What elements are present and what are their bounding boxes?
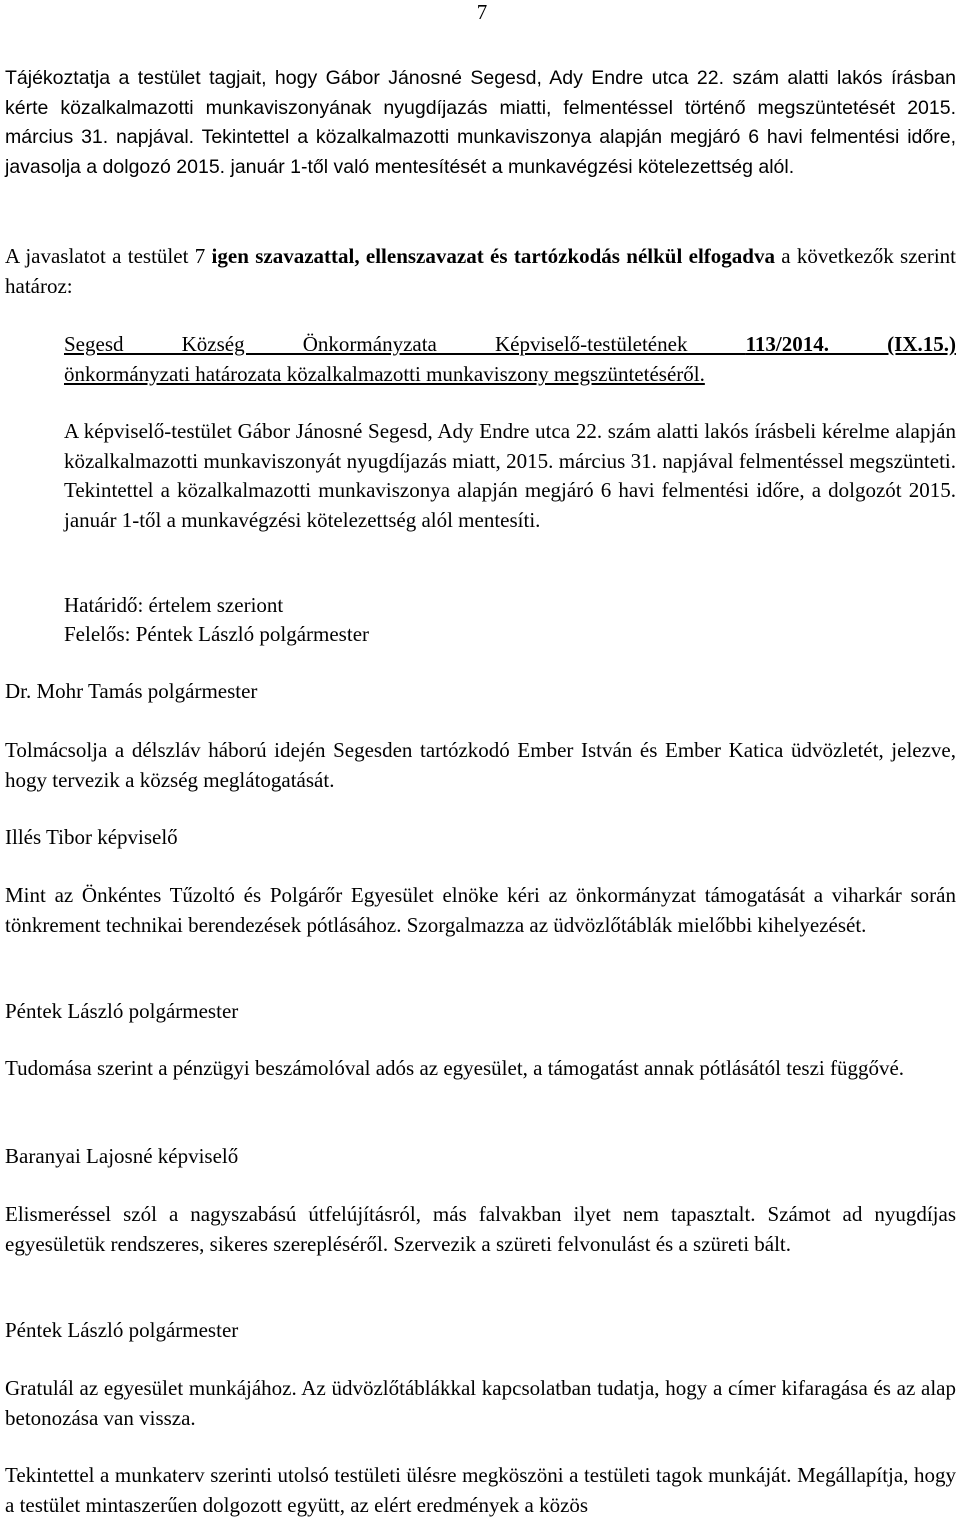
speaker-statement: Gratulál az egyesület munkájához. Az üdvözlőtáblákkal kapcsolatban tudatja, hogy a címer kifaragása és az alap betonozása van vissza. [5,1376,956,1430]
speaker-statement: Tolmácsolja a délszláv háború idején Segesden tartózkodó Ember István és Ember Katica üdvözletét, jelezve, hogy tervezik a község meglátogatását. [5,738,956,792]
resolution-title [64,330,956,389]
resolution-number: 113/2014. (IX.15.) [745,332,956,356]
vote-paragraph [5,242,956,301]
resolution-title-line2: önkormányzati határozata közalkalmazotti munkaviszony megszüntetéséről. [64,361,705,386]
resolution-responsible: Felelős: Péntek László polgármester [64,622,370,646]
speaker-statement: Mint az Önkéntes Tűzoltó és Polgárőr Egyesület elnöke kéri az önkormányzat támogatását a viharkár során tönkrement technikai berendezések pótlásához. Szorgalmazza az üdvözlőtáblák mielőbbi kihelyezését. [5,883,956,937]
speaker-heading: Péntek László polgármester [5,999,239,1023]
intro-paragraph: Tájékoztatja a testület tagjait, hogy Gábor Jánosné Segesd, Ady Endre utca 22. szám alatti lakós írásban kérte közalkalmazotti munkaviszonyának nyugdíjazás miatti, felmentéssel történő megszüntetését 2015. március 31. napjával. Tekintettel a közalkalmazotti munkaviszonya alapján megjáró 6 havi felmentési időre, javasolja a dolgozó 2015. január 1-től való mentesítését a munkavégzési kötelezettség alól. [5,67,956,178]
resolution-body: A képviselő-testület Gábor Jánosné Segesd, Ady Endre utca 22. szám alatti lakós írásbeli kérelme alapján közalkalmazotti munkaviszonyát nyugdíjazás miatt, 2015. március 31. napjával felmentéssel megszünteti. Tekintettel a közalkalmazotti munkaviszonya alapján megjáró 6 havi felmentési időre, a dolgozót 2015. január 1-től a munkavégzési kötelezettség alól mentesíti. [64,419,956,532]
speaker-statement: Elismeréssel szól a nagyszabású útfelújításról, más falvakban ilyet nem tapasztalt. Számot ad nyugdíjas egyesületük rendszeres, sikeres szerepléséről. Szervezik a szüreti felvonulást és a szüreti bált. [5,1202,956,1256]
resolution-issuer: Segesd Község Önkormányzata Képviselő-testületének [64,332,746,356]
speaker-heading: Péntek László polgármester [5,1318,239,1342]
closing-paragraph: Tekintettel a munkaterv szerinti utolsó testületi ülésre megköszöni a testületi tagok munkáját. Megállapítja, hogy a testület mintaszerűen dolgozott együtt, az elért eredmények a közös [5,1463,956,1517]
resolution-deadline: Határidő: értelem szeriont [64,593,284,617]
vote-result: igen szavazattal, ellenszavazat és tartózkodás nélkül elfogadva [211,244,775,268]
vote-text-after: a következők szerint határoz: [5,244,957,298]
vote-text-before: A javaslatot a testület 7 [5,244,212,268]
resolution-title-line1 [64,330,956,360]
speaker-heading: Illés Tibor képviselő [5,825,178,849]
speaker-statement: Tudomása szerint a pénzügyi beszámolóval adós az egyesület, a támogatást annak pótlásától teszi függővé. [5,1056,905,1080]
speaker-heading: Dr. Mohr Tamás polgármester [5,679,258,703]
page-number: 7 [476,0,488,24]
speaker-heading: Baranyai Lajosné képviselő [5,1144,239,1168]
